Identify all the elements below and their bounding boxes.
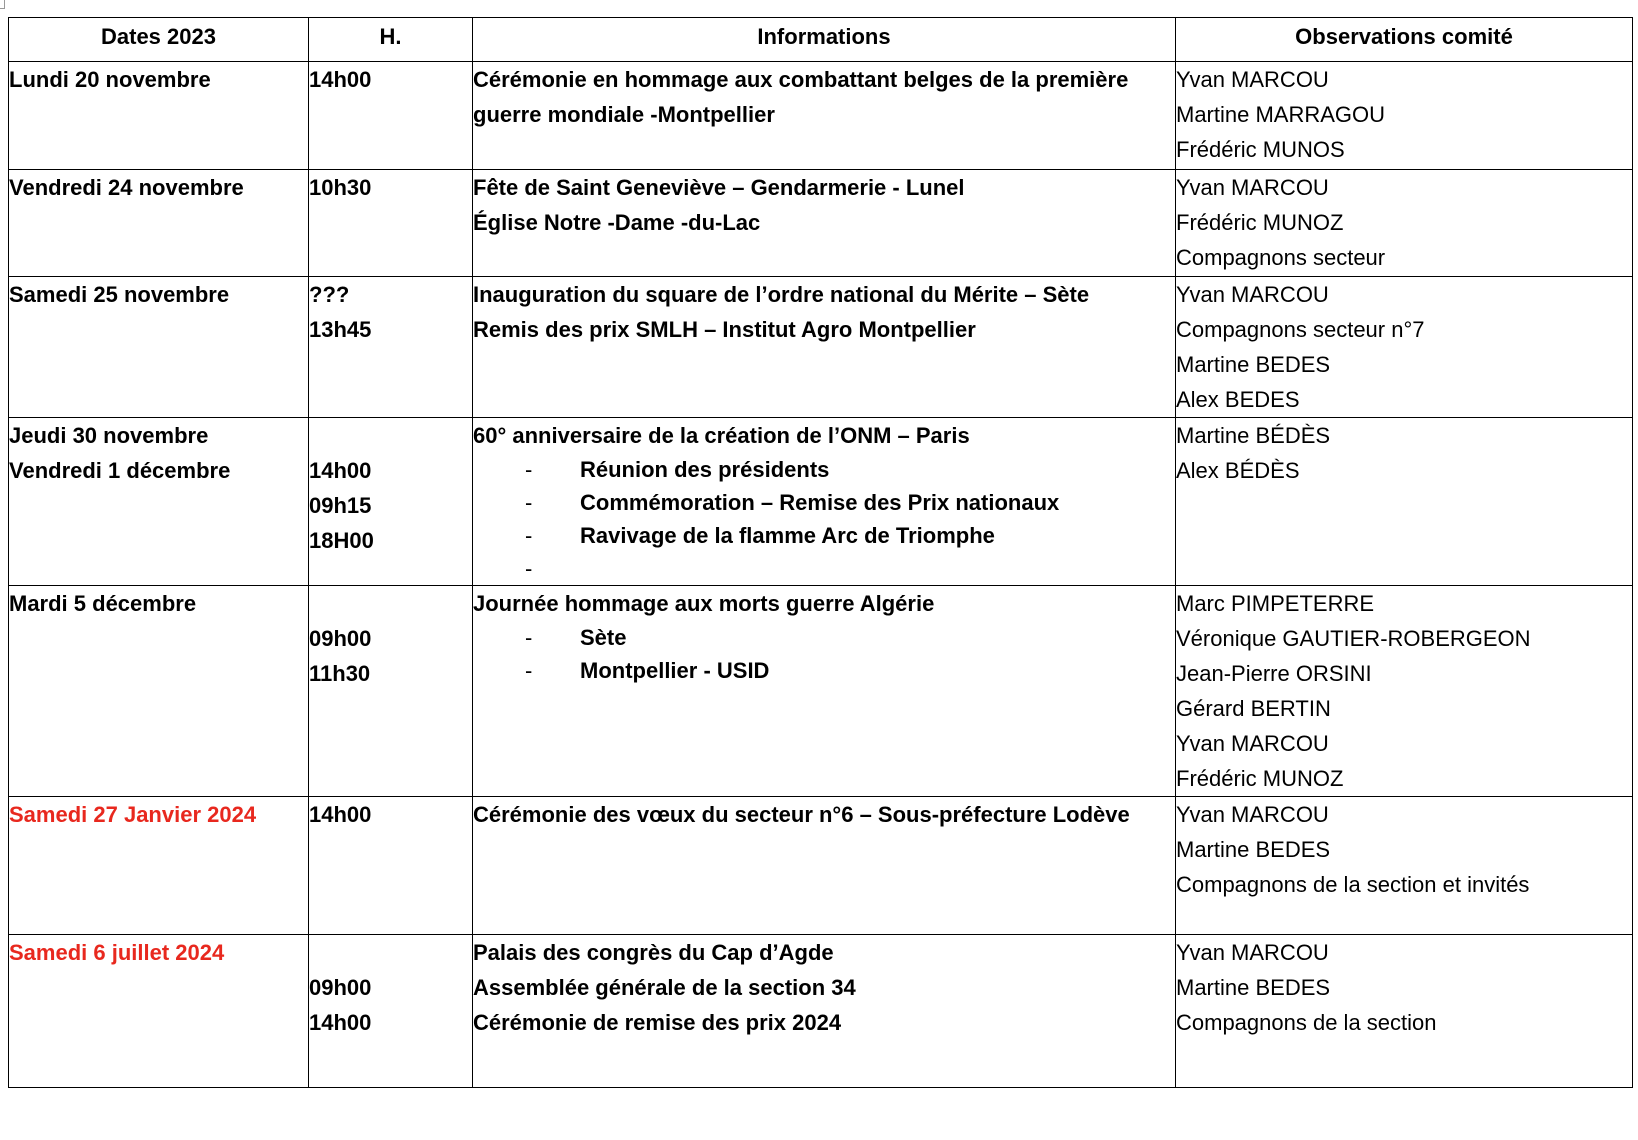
- date-line: Samedi 25 novembre: [9, 282, 230, 307]
- observations-cell: [1176, 277, 1633, 418]
- observer-name: Compagnons secteur: [1176, 245, 1386, 270]
- info-line: Assemblée générale de la section 34: [473, 975, 856, 1000]
- info-line: guerre mondiale -Montpellier: [473, 102, 775, 127]
- observer-name: Compagnons de la section: [1176, 1010, 1437, 1035]
- hour-line: 10h30: [309, 175, 372, 200]
- info-bullet: [473, 486, 1175, 519]
- header-dates: Dates 2023: [9, 18, 309, 62]
- info-cell: [473, 797, 1176, 935]
- info-line: Église Notre -Dame -du-Lac: [473, 210, 761, 235]
- date-cell: [9, 62, 309, 170]
- bullet-text: Sète: [580, 625, 627, 650]
- observations-cell: [1176, 797, 1633, 935]
- info-line: Fête de Saint Geneviève – Gendarmerie - Lunel: [473, 175, 965, 200]
- info-cell: [473, 935, 1176, 1088]
- hour-line: 13h45: [309, 317, 372, 342]
- info-bullet: [473, 453, 1175, 486]
- date-cell: [9, 935, 309, 1088]
- table-row: [9, 797, 1633, 935]
- header-informations: Informations: [473, 18, 1176, 62]
- info-line: Cérémonie en hommage aux combattant belges de la première: [473, 67, 1129, 92]
- observer-name: Frédéric MUNOS: [1176, 137, 1345, 162]
- hour-line: [309, 418, 472, 453]
- date-cell: [9, 170, 309, 277]
- observer-name: Frédéric MUNOZ: [1176, 210, 1344, 235]
- table-row: [9, 586, 1633, 797]
- observer-name: Compagnons de la section et invités: [1176, 872, 1530, 897]
- hour-line: 14h00: [309, 458, 372, 483]
- observer-name: Yvan MARCOU: [1176, 175, 1329, 200]
- bullet-dash: -: [525, 490, 533, 515]
- observations-cell: [1176, 170, 1633, 277]
- header-hour: H.: [309, 18, 473, 62]
- date-line: Samedi 6 juillet 2024: [9, 940, 225, 965]
- info-line: Inauguration du square de l’ordre national du Mérite – Sète: [473, 282, 1090, 307]
- hour-cell: [309, 418, 473, 586]
- hour-line: ???: [309, 282, 350, 307]
- bullet-text: Commémoration – Remise des Prix nationaux: [580, 490, 1060, 515]
- date-line: Jeudi 30 novembre: [9, 423, 209, 448]
- table-row: [9, 170, 1633, 277]
- info-cell: [473, 277, 1176, 418]
- observer-name: Jean-Pierre ORSINI: [1176, 661, 1372, 686]
- observer-name: Compagnons secteur n°7: [1176, 317, 1425, 342]
- bullet-dash: -: [525, 523, 533, 548]
- table-row: [9, 935, 1633, 1088]
- bullet-text: Réunion des présidents: [580, 457, 830, 482]
- info-cell: [473, 62, 1176, 170]
- date-cell: [9, 277, 309, 418]
- observer-name: Alex BEDES: [1176, 387, 1300, 412]
- schedule-table: [8, 17, 1633, 1088]
- observer-name: Yvan MARCOU: [1176, 67, 1329, 92]
- date-cell: [9, 586, 309, 797]
- hour-cell: [309, 797, 473, 935]
- observer-name: Martine BEDES: [1176, 837, 1331, 862]
- observer-name: Yvan MARCOU: [1176, 731, 1329, 756]
- table-row: [9, 418, 1633, 586]
- info-title: 60° anniversaire de la création de l’ONM – Paris: [473, 423, 970, 448]
- bullet-dash: -: [525, 457, 533, 482]
- observations-cell: [1176, 586, 1633, 797]
- document-page: [8, 17, 1633, 1088]
- hour-line: 09h00: [309, 975, 372, 1000]
- table-row: [9, 277, 1633, 418]
- hour-line: 14h00: [309, 1010, 372, 1035]
- hour-cell: [309, 586, 473, 797]
- hour-line: 18H00: [309, 528, 374, 553]
- observer-name: Frédéric MUNOZ: [1176, 766, 1344, 791]
- hour-cell: [309, 62, 473, 170]
- hour-line: 14h00: [309, 67, 372, 92]
- hour-line: 14h00: [309, 802, 372, 827]
- info-cell: [473, 170, 1176, 277]
- observations-cell: [1176, 935, 1633, 1088]
- page-corner-mark: [0, 0, 5, 9]
- observer-name: Marc PIMPETERRE: [1176, 591, 1375, 616]
- observer-name: Véronique GAUTIER-ROBERGEON: [1176, 626, 1531, 651]
- observer-name: Martine MARRAGOU: [1176, 102, 1386, 127]
- hour-cell: [309, 935, 473, 1088]
- info-line: Remis des prix SMLH – Institut Agro Montpellier: [473, 317, 976, 342]
- info-bullet: [473, 654, 1175, 687]
- hour-line: [309, 935, 472, 970]
- hour-line: 11h30: [309, 661, 371, 686]
- date-line: Lundi 20 novembre: [9, 67, 211, 92]
- date-cell: [9, 418, 309, 586]
- table-row: [9, 62, 1633, 170]
- observer-name: Yvan MARCOU: [1176, 802, 1329, 827]
- info-line: Palais des congrès du Cap d’Agde: [473, 940, 834, 965]
- info-line: Cérémonie des vœux du secteur n°6 – Sous-préfecture Lodève: [473, 802, 1130, 827]
- date-line: Vendredi 24 novembre: [9, 175, 244, 200]
- bullet-dash: -: [525, 556, 533, 581]
- info-cell: [473, 586, 1176, 797]
- date-cell: [9, 797, 309, 935]
- observer-name: Alex BÉDÈS: [1176, 458, 1300, 483]
- info-bullet: [473, 519, 1175, 552]
- observer-name: Martine BEDES: [1176, 975, 1331, 1000]
- bullet-text: Montpellier - USID: [580, 658, 770, 683]
- observer-name: Martine BEDES: [1176, 352, 1331, 377]
- info-bullet: [473, 621, 1175, 654]
- header-row: [9, 18, 1633, 62]
- observer-name: Yvan MARCOU: [1176, 282, 1329, 307]
- info-title: Journée hommage aux morts guerre Algérie: [473, 591, 935, 616]
- observations-cell: [1176, 418, 1633, 586]
- hour-line: 09h15: [309, 493, 372, 518]
- header-observations: Observations comité: [1176, 18, 1633, 62]
- hour-line: 09h00: [309, 626, 372, 651]
- bullet-text: Ravivage de la flamme Arc de Triomphe: [580, 523, 995, 548]
- hour-cell: [309, 170, 473, 277]
- date-line: Samedi 27 Janvier 2024: [9, 802, 257, 827]
- observer-name: Gérard BERTIN: [1176, 696, 1331, 721]
- observer-name: Yvan MARCOU: [1176, 940, 1329, 965]
- date-line: Mardi 5 décembre: [9, 591, 197, 616]
- info-cell: [473, 418, 1176, 586]
- observations-cell: [1176, 62, 1633, 170]
- bullet-dash: -: [525, 625, 533, 650]
- observer-name: Martine BÉDÈS: [1176, 423, 1331, 448]
- hour-cell: [309, 277, 473, 418]
- date-line: Vendredi 1 décembre: [9, 458, 231, 483]
- info-bullet: [473, 552, 1175, 585]
- info-line: Cérémonie de remise des prix 2024: [473, 1010, 842, 1035]
- hour-line: [309, 586, 472, 621]
- bullet-dash: -: [525, 658, 533, 683]
